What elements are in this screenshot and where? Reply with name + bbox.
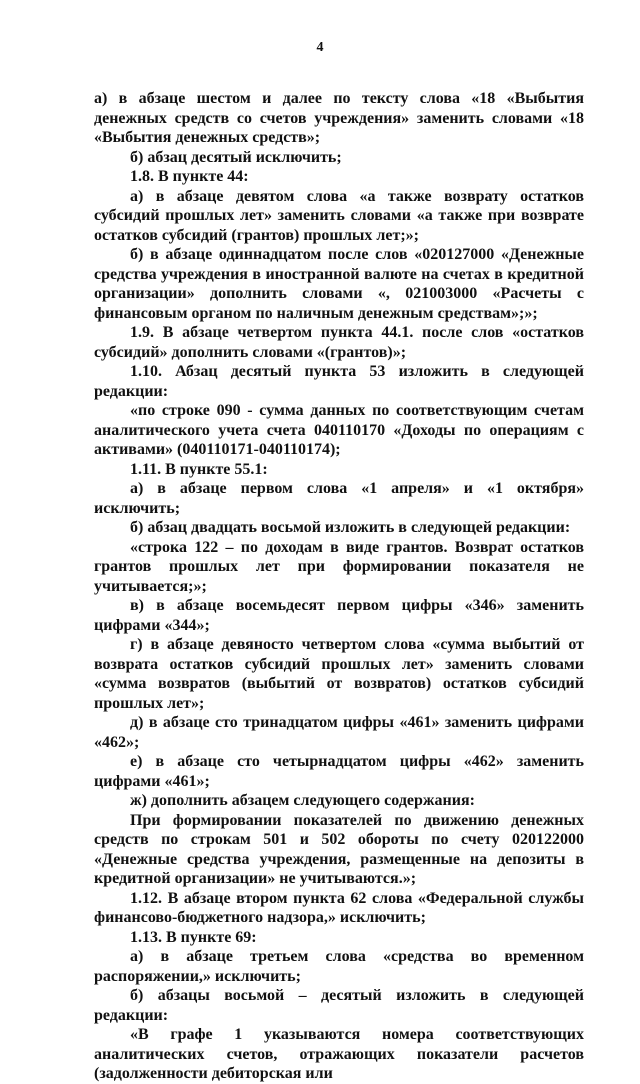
paragraph: 1.10. Абзац десятый пункта 53 изложить в следующей редакции: xyxy=(94,363,584,400)
paragraph: б) абзацы восьмой – десятый изложить в следующей редакции: xyxy=(94,987,584,1024)
paragraph: 1.8. В пункте 44: xyxy=(130,168,249,185)
paragraph: а) в абзаце шестом и далее по тексту слова «18 «Выбытия денежных средств со счетов учреждения» заменить словами «18 «Выбытия денежных средств»; xyxy=(94,90,584,146)
paragraph: При формировании показателей по движению денежных средств по строкам 501 и 502 обороты по счету 020122000 «Денежные средства учреждения, размещенные на депозиты в кредитной организации» не учитываются.»; xyxy=(94,811,584,887)
paragraph: 1.12. В абзаце втором пункта 62 слова «Федеральной службы финансово-бюджетного надзора,» исключить; xyxy=(94,889,584,926)
paragraph: ж) дополнить абзацем следующего содержания: xyxy=(130,792,475,809)
paragraph: а) в абзаце третьем слова «средства во временном распоряжении,» исключить; xyxy=(94,948,584,985)
page-number: 4 xyxy=(316,40,324,55)
paragraph: г) в абзаце девяносто четвертом слова «сумма выбытий от возврата остатков субсидий прошлых лет» заменить словами «сумма возвратов (выбытий от возвратов) остатков субсидий прошлых лет»; xyxy=(94,636,584,712)
paragraph: «по строке 090 - сумма данных по соответствующим счетам аналитического учета счета 040110170 «Доходы по операциям с активами» (040110171-040110174); xyxy=(94,402,584,458)
paragraph: 1.11. В пункте 55.1: xyxy=(130,460,268,478)
paragraph: «В графе 1 указываются номера соответствующих аналитических счетов, отражающих показатели расчетов (задолженности дебиторская или xyxy=(94,1026,584,1082)
document-body xyxy=(94,89,584,1084)
paragraph: в) в абзаце восемьдесят первом цифры «346» заменить цифрами «344»; xyxy=(94,597,584,634)
paragraph: д) в абзаце сто тринадцатом цифры «461» заменить цифрами «462»; xyxy=(94,714,584,751)
paragraph: а) в абзаце девятом слова «а также возврату остатков субсидий прошлых лет» заменить словами «а также при возврате остатков субсидий (грантов) прошлых лет;»; xyxy=(94,187,584,244)
paragraph: «строка 122 – по доходам в виде грантов. Возврат остатков грантов прошлых лет при формировании показателя не учитывается;»; xyxy=(94,538,584,595)
paragraph: б) в абзаце одиннадцатом после слов «020127000 «Денежные средства учреждения в иностранной валюте на счетах в кредитной организации» дополнить словами «, 021003000 «Расчеты с финансовым органом по наличным денежным средствам»;»; xyxy=(94,246,584,322)
paragraph: 1.9. В абзаце четвертом пункта 44.1. после слов «остатков субсидий» дополнить словами «(грантов)»; xyxy=(94,324,584,361)
paragraph: е) в абзаце сто четырнадцатом цифры «462» заменить цифрами «461»; xyxy=(94,753,584,790)
paragraph: б) абзац десятый исключить; xyxy=(130,148,342,166)
paragraph: 1.13. В пункте 69: xyxy=(130,928,257,946)
paragraph: б) абзац двадцать восьмой изложить в следующей редакции: xyxy=(130,519,571,536)
paragraph: а) в абзаце первом слова «1 апреля» и «1 октября» исключить; xyxy=(94,480,584,517)
